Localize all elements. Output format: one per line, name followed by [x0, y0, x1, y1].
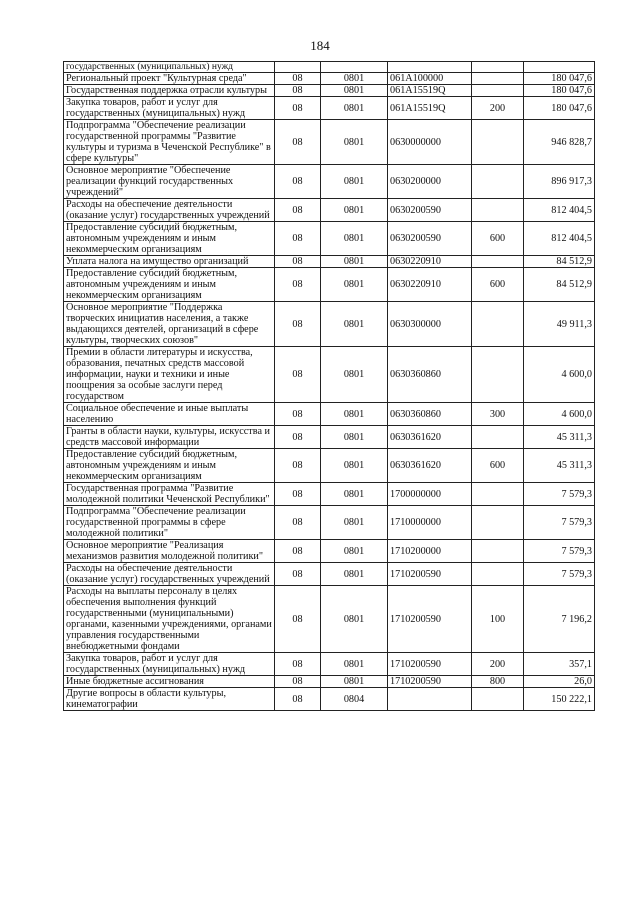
amount-cell: 45 311,3: [524, 449, 595, 483]
amount-cell: 7 196,2: [524, 586, 595, 653]
subsection-code-cell: 0801: [321, 653, 388, 676]
section-code-cell: 08: [275, 403, 321, 426]
item-name-cell: Другие вопросы в области культуры, кинематографии: [64, 688, 275, 711]
section-code-cell: 08: [275, 506, 321, 540]
subsection-code-cell: 0801: [321, 540, 388, 563]
item-name-cell: Региональный проект "Культурная среда": [64, 73, 275, 85]
expense-type-code-cell: [472, 256, 524, 268]
expense-type-code-cell: 800: [472, 676, 524, 688]
amount-cell: 896 917,3: [524, 165, 595, 199]
section-code-cell: 08: [275, 586, 321, 653]
expense-type-code-cell: [472, 62, 524, 73]
budget-table: [63, 61, 595, 711]
subsection-code-cell: 0801: [321, 199, 388, 222]
amount-cell: 357,1: [524, 653, 595, 676]
amount-cell: 7 579,3: [524, 540, 595, 563]
expense-type-code-cell: [472, 540, 524, 563]
item-name-cell: Основное мероприятие "Реализация механизмов развития молодежной политики": [64, 540, 275, 563]
table-row: [64, 506, 595, 540]
item-name-cell: Гранты в области науки, культуры, искусства и средств массовой информации: [64, 426, 275, 449]
subsection-code-cell: [321, 62, 388, 73]
expense-type-code-cell: [472, 85, 524, 97]
target-article-code-cell: 0630200590: [388, 222, 472, 256]
expense-type-code-cell: 200: [472, 653, 524, 676]
item-name-cell: Расходы на обеспечение деятельности (оказание услуг) государственных учреждений: [64, 563, 275, 586]
subsection-code-cell: 0801: [321, 403, 388, 426]
target-article-code-cell: [388, 688, 472, 711]
expense-type-code-cell: [472, 120, 524, 165]
section-code-cell: 08: [275, 256, 321, 268]
item-name-cell: Социальное обеспечение и иные выплаты населению: [64, 403, 275, 426]
expense-type-code-cell: 300: [472, 403, 524, 426]
amount-cell: 180 047,6: [524, 73, 595, 85]
amount-cell: 150 222,1: [524, 688, 595, 711]
subsection-code-cell: 0801: [321, 426, 388, 449]
table-row: [64, 97, 595, 120]
section-code-cell: 08: [275, 97, 321, 120]
item-name-cell: государственных (муниципальных) нужд: [64, 62, 275, 73]
expense-type-code-cell: [472, 347, 524, 403]
table-row: [64, 449, 595, 483]
amount-cell: 812 404,5: [524, 222, 595, 256]
target-article-code-cell: 1710000000: [388, 506, 472, 540]
section-code-cell: 08: [275, 120, 321, 165]
subsection-code-cell: 0801: [321, 302, 388, 347]
amount-cell: 946 828,7: [524, 120, 595, 165]
table-row: [64, 563, 595, 586]
subsection-code-cell: 0804: [321, 688, 388, 711]
target-article-code-cell: 061A15519Q: [388, 85, 472, 97]
table-row: [64, 256, 595, 268]
amount-cell: 26,0: [524, 676, 595, 688]
table-row: [64, 540, 595, 563]
section-code-cell: 08: [275, 73, 321, 85]
table-row: [64, 676, 595, 688]
expense-type-code-cell: 600: [472, 222, 524, 256]
section-code-cell: 08: [275, 653, 321, 676]
expense-type-code-cell: [472, 688, 524, 711]
amount-cell: 45 311,3: [524, 426, 595, 449]
table-row: [64, 73, 595, 85]
target-article-code-cell: 1700000000: [388, 483, 472, 506]
target-article-code-cell: 0630200000: [388, 165, 472, 199]
amount-cell: 812 404,5: [524, 199, 595, 222]
budget-table-body: [64, 62, 595, 711]
item-name-cell: Государственная поддержка отрасли культуры: [64, 85, 275, 97]
target-article-code-cell: 0630360860: [388, 403, 472, 426]
target-article-code-cell: 0630000000: [388, 120, 472, 165]
expense-type-code-cell: [472, 165, 524, 199]
table-row: [64, 199, 595, 222]
amount-cell: 7 579,3: [524, 563, 595, 586]
expense-type-code-cell: [472, 73, 524, 85]
subsection-code-cell: 0801: [321, 85, 388, 97]
subsection-code-cell: 0801: [321, 483, 388, 506]
table-row: [64, 653, 595, 676]
section-code-cell: 08: [275, 676, 321, 688]
expense-type-code-cell: 100: [472, 586, 524, 653]
expense-type-code-cell: 200: [472, 97, 524, 120]
expense-type-code-cell: [472, 302, 524, 347]
subsection-code-cell: 0801: [321, 449, 388, 483]
section-code-cell: 08: [275, 165, 321, 199]
section-code-cell: 08: [275, 347, 321, 403]
target-article-code-cell: 0630361620: [388, 426, 472, 449]
subsection-code-cell: 0801: [321, 120, 388, 165]
table-row: [64, 586, 595, 653]
target-article-code-cell: 0630200590: [388, 199, 472, 222]
table-row: [64, 483, 595, 506]
amount-cell: 4 600,0: [524, 347, 595, 403]
subsection-code-cell: 0801: [321, 165, 388, 199]
table-row: [64, 426, 595, 449]
expense-type-code-cell: [472, 199, 524, 222]
target-article-code-cell: [388, 62, 472, 73]
amount-cell: [524, 62, 595, 73]
table-row: [64, 347, 595, 403]
target-article-code-cell: 0630361620: [388, 449, 472, 483]
amount-cell: 84 512,9: [524, 268, 595, 302]
item-name-cell: Основное мероприятие "Поддержка творческих инициатив населения, а также выдающихся деятелей, организаций в сфере культуры, творческих союзов": [64, 302, 275, 347]
item-name-cell: Иные бюджетные ассигнования: [64, 676, 275, 688]
section-code-cell: 08: [275, 222, 321, 256]
table-row: [64, 688, 595, 711]
expense-type-code-cell: 600: [472, 268, 524, 302]
table-row: [64, 302, 595, 347]
amount-cell: 180 047,6: [524, 85, 595, 97]
subsection-code-cell: 0801: [321, 73, 388, 85]
amount-cell: 4 600,0: [524, 403, 595, 426]
target-article-code-cell: 061A100000: [388, 73, 472, 85]
amount-cell: 180 047,6: [524, 97, 595, 120]
target-article-code-cell: 1710200000: [388, 540, 472, 563]
table-row: [64, 85, 595, 97]
target-article-code-cell: 1710200590: [388, 653, 472, 676]
section-code-cell: 08: [275, 268, 321, 302]
table-row: [64, 268, 595, 302]
item-name-cell: Предоставление субсидий бюджетным, автономным учреждениям и иным некоммерческим организациям: [64, 222, 275, 256]
item-name-cell: Закупка товаров, работ и услуг для государственных (муниципальных) нужд: [64, 653, 275, 676]
section-code-cell: 08: [275, 688, 321, 711]
expense-type-code-cell: [472, 426, 524, 449]
item-name-cell: Подпрограмма "Обеспечение реализации государственной программы "Развитие культуры и туризма в Чеченской Республике" в сфере культуры": [64, 120, 275, 165]
amount-cell: 7 579,3: [524, 483, 595, 506]
section-code-cell: 08: [275, 199, 321, 222]
subsection-code-cell: 0801: [321, 676, 388, 688]
item-name-cell: Основное мероприятие "Обеспечение реализации функций государственных учреждений": [64, 165, 275, 199]
section-code-cell: 08: [275, 449, 321, 483]
subsection-code-cell: 0801: [321, 506, 388, 540]
table-row: [64, 120, 595, 165]
subsection-code-cell: 0801: [321, 268, 388, 302]
item-name-cell: Премии в области литературы и искусства, образования, печатных средств массовой информации, науки и техники и иные поощрения за особые заслуги перед государством: [64, 347, 275, 403]
subsection-code-cell: 0801: [321, 586, 388, 653]
amount-cell: 7 579,3: [524, 506, 595, 540]
item-name-cell: Государственная программа "Развитие молодежной политики Чеченской Республики": [64, 483, 275, 506]
table-row: [64, 62, 595, 73]
section-code-cell: 08: [275, 85, 321, 97]
target-article-code-cell: 0630220910: [388, 268, 472, 302]
item-name-cell: Предоставление субсидий бюджетным, автономным учреждениям и иным некоммерческим организациям: [64, 268, 275, 302]
target-article-code-cell: 1710200590: [388, 586, 472, 653]
section-code-cell: [275, 62, 321, 73]
subsection-code-cell: 0801: [321, 347, 388, 403]
target-article-code-cell: 0630220910: [388, 256, 472, 268]
target-article-code-cell: 0630300000: [388, 302, 472, 347]
item-name-cell: Расходы на выплаты персоналу в целях обеспечения выполнения функций государственными (муниципальными) органами, казенными учреждениями, органами управления государственными внебюджетными фондами: [64, 586, 275, 653]
amount-cell: 49 911,3: [524, 302, 595, 347]
section-code-cell: 08: [275, 426, 321, 449]
section-code-cell: 08: [275, 302, 321, 347]
expense-type-code-cell: [472, 483, 524, 506]
section-code-cell: 08: [275, 540, 321, 563]
target-article-code-cell: 061A15519Q: [388, 97, 472, 120]
item-name-cell: Подпрограмма "Обеспечение реализации государственной программы в сфере молодежной политики": [64, 506, 275, 540]
table-row: [64, 165, 595, 199]
table-row: [64, 222, 595, 256]
target-article-code-cell: 0630360860: [388, 347, 472, 403]
section-code-cell: 08: [275, 483, 321, 506]
subsection-code-cell: 0801: [321, 563, 388, 586]
amount-cell: 84 512,9: [524, 256, 595, 268]
section-code-cell: 08: [275, 563, 321, 586]
item-name-cell: Закупка товаров, работ и услуг для государственных (муниципальных) нужд: [64, 97, 275, 120]
table-row: [64, 403, 595, 426]
item-name-cell: Расходы на обеспечение деятельности (оказание услуг) государственных учреждений: [64, 199, 275, 222]
subsection-code-cell: 0801: [321, 97, 388, 120]
item-name-cell: Уплата налога на имущество организаций: [64, 256, 275, 268]
page-number: 184: [310, 38, 330, 53]
target-article-code-cell: 1710200590: [388, 563, 472, 586]
subsection-code-cell: 0801: [321, 256, 388, 268]
item-name-cell: Предоставление субсидий бюджетным, автономным учреждениям и иным некоммерческим организациям: [64, 449, 275, 483]
expense-type-code-cell: [472, 563, 524, 586]
subsection-code-cell: 0801: [321, 222, 388, 256]
target-article-code-cell: 1710200590: [388, 676, 472, 688]
expense-type-code-cell: [472, 506, 524, 540]
expense-type-code-cell: 600: [472, 449, 524, 483]
